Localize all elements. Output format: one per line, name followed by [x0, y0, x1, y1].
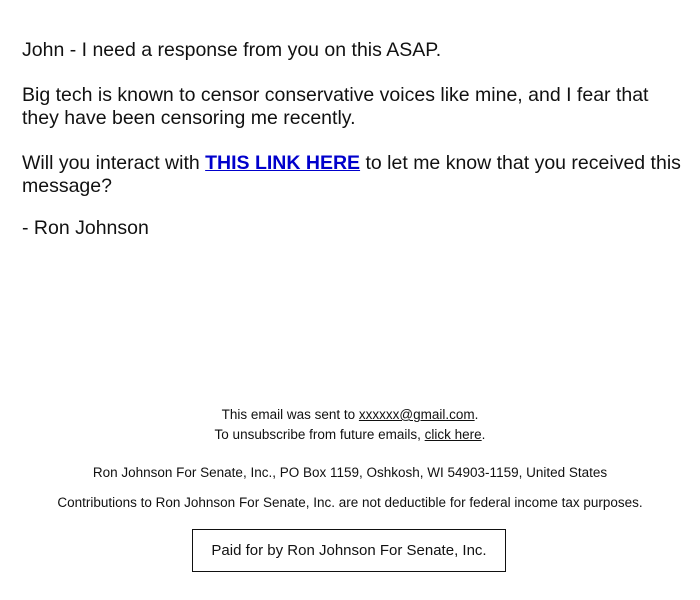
sent-to-suffix: . [474, 407, 479, 422]
interact-text-after: to let me know that you received this message? [22, 152, 681, 197]
interact-paragraph [22, 152, 682, 198]
mailing-address: Ron Johnson For Senate, Inc., PO Box 1159, Oshkosh, WI 54903-1159, United States [92, 465, 608, 480]
sent-to-line [0, 405, 700, 425]
paid-for-box [192, 529, 506, 572]
email-body [22, 39, 682, 240]
greeting-text: John - I need a response from you on this ASAP. [22, 39, 442, 61]
this-link-here[interactable]: THIS LINK HERE [205, 152, 361, 174]
interact-text-before: Will you interact with [22, 152, 206, 174]
sent-to-prefix: This email was sent to [221, 407, 359, 422]
unsubscribe-line [0, 425, 700, 445]
paid-for-text: Paid for by Ron Johnson For Senate, Inc. [211, 542, 487, 559]
signature: - Ron Johnson [22, 217, 149, 239]
unsubscribe-prefix: To unsubscribe from future emails, [214, 427, 425, 442]
unsubscribe-suffix: . [481, 427, 486, 442]
email-footer [0, 405, 700, 513]
recipient-email-link[interactable]: xxxxxx@gmail.com [358, 407, 475, 422]
unsubscribe-link[interactable]: click here [424, 427, 482, 442]
censor-paragraph: Big tech is known to censor conservative voices like mine, and I fear that they have been censoring me recently. [22, 84, 649, 129]
tax-notice: Contributions to Ron Johnson For Senate, Inc. are not deductible for federal income tax purposes. [57, 495, 643, 510]
